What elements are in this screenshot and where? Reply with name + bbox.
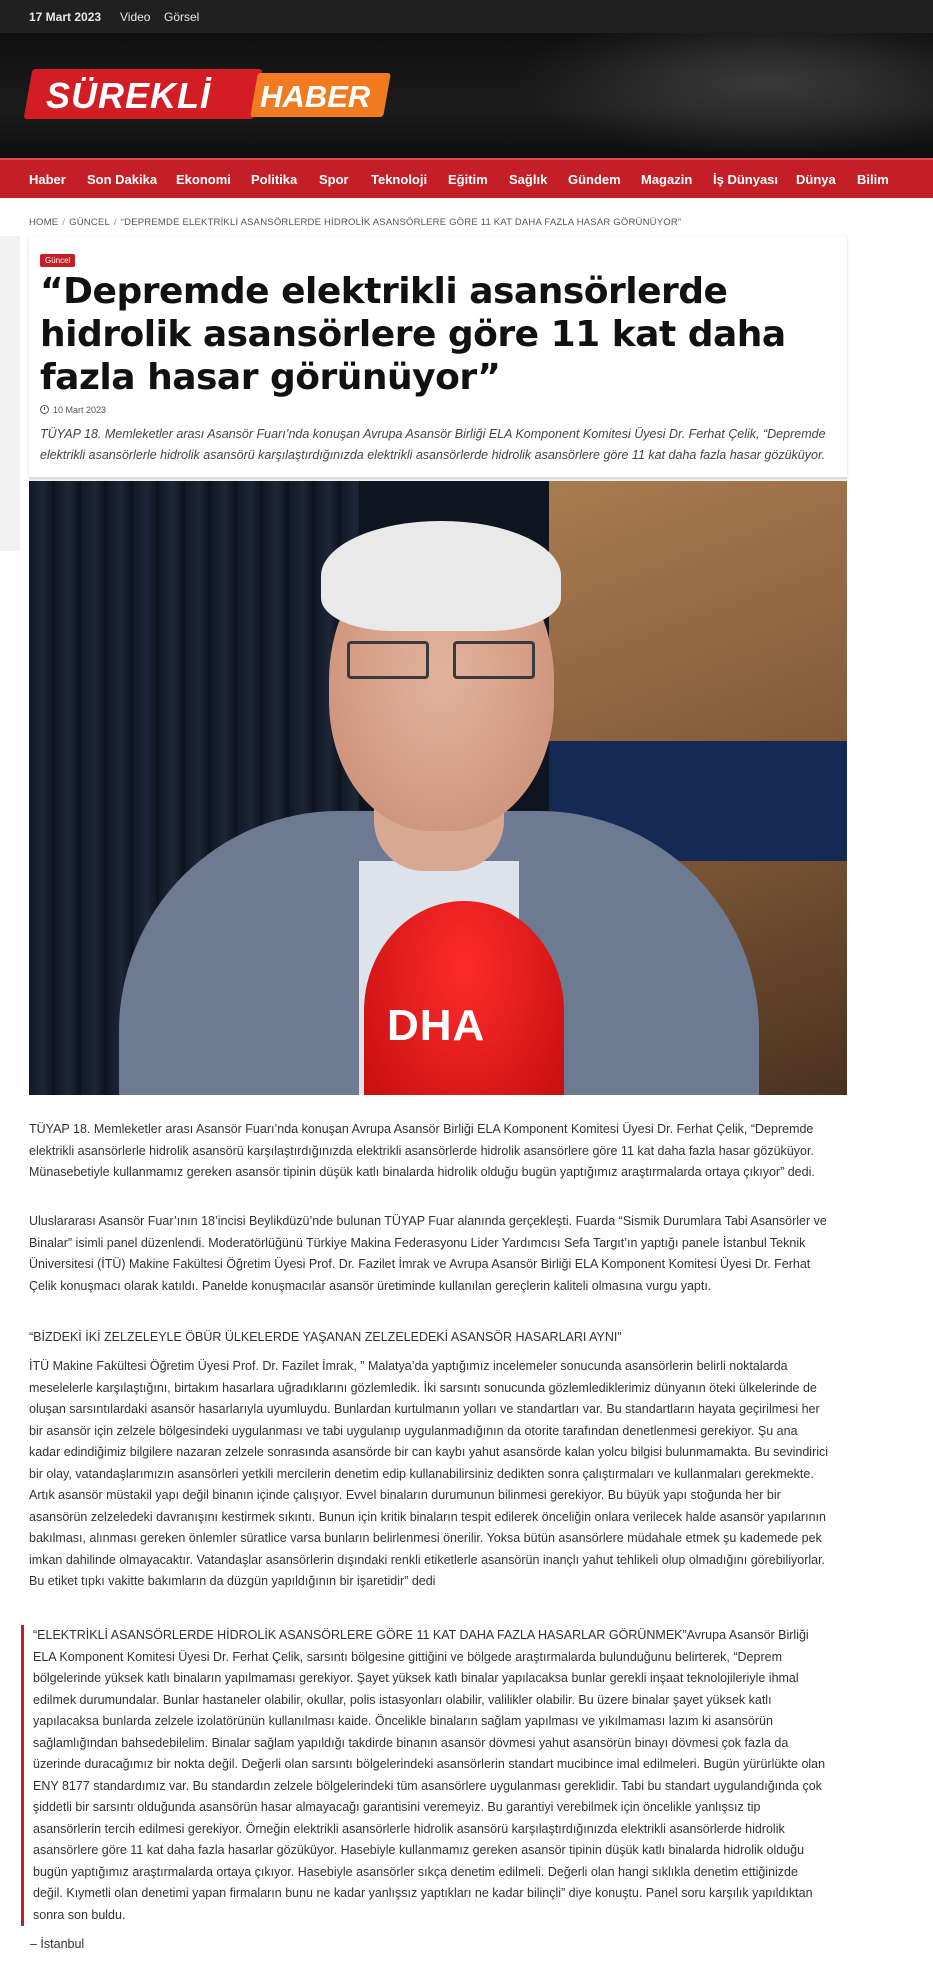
photo-glasses	[347, 641, 537, 681]
article-header-card	[29, 236, 847, 479]
current-date: 17 Mart 2023	[29, 10, 102, 24]
nav-item-gundem[interactable]: Gündem	[568, 172, 621, 187]
side-panel	[0, 236, 20, 551]
nav-item-egitim[interactable]: Eğitim	[448, 172, 488, 187]
topbar-link-gorsel[interactable]: Görsel	[164, 10, 200, 24]
breadcrumb-category[interactable]: GÜNCEL	[69, 217, 110, 228]
breadcrumb-home[interactable]: HOME	[29, 217, 59, 228]
article-date-text: 10 Mart 2023	[53, 405, 107, 415]
category-badge[interactable]: Güncel	[40, 254, 75, 267]
article-subheading: “BİZDEKİ İKİ ZELZELEYLE ÖBÜR ÜLKELERDE YAŞANAN ZELZELEDEKİ ASANSÖR HASARLARI AYNI”	[29, 1330, 622, 1344]
logo-text-surekli: SÜREKLİ	[46, 75, 212, 116]
microphone-logo: DHA	[387, 1001, 486, 1050]
article-blockquote	[21, 1625, 829, 1926]
breadcrumb-current: “DEPREMDE ELEKTRİKLİ ASANSÖRLERDE HİDROLİK ASANSÖRLERE GÖRE 11 KAT DAHA FAZLA HASAR GÖRÜNÜYOR”	[120, 217, 682, 228]
top-bar	[0, 0, 933, 33]
nav-item-haber[interactable]: Haber	[29, 172, 66, 187]
nav-item-spor[interactable]: Spor	[319, 172, 349, 187]
breadcrumb: HOME / GÜNCEL / “DEPREMDE ELEKTRİKLİ ASANSÖRLERDE HİDROLİK ASANSÖRLERE GÖRE 11 KAT DAHA FAZLA HASAR GÖRÜNÜYOR”	[29, 217, 682, 228]
blockquote-text: “ELEKTRİKLİ ASANSÖRLERDE HİDROLİK ASANSÖRLERE GÖRE 11 KAT DAHA FAZLA HASARLAR GÖRÜNMEK”Avrupa Asansör Birliği ELA Komponent Komitesi Üyesi Dr. Ferhat Çelik, sarsıntı bölgesine gittiğini ve bölgede araştırmalarda bulunduğunu belirterek, “Deprem bölgelerinde yüksek katlı binaların yapılmaması gerekiyor. Şayet yüksek katlı binalar yapılacaksa bunlar gerekli inşaat teknolojileriyle ihmal edilmek durumundalar. Bunlar hastaneler olabilir, okullar, polis istasyonları olabilir, valilikler olabilir. Bu üzere binalar şayet yüksek katlı yapılacaksa bunlarda zelzele izolatörünün kullanılması kaide. Öncelikle binaların sağlam yapılması ve yıkılmaması lazım ki asansörün sağlamlığından bahsedebilelim. Binalar sağlam yapıldığı takdirde binanın asansör dövmesi yahut asansörün binayı dövmesi çok fazla da üzerinde duracağımız bir nokta değil. Değerli olan sarsıntı bölgelerindeki asansörlerin standart mucibince imal edilmeleri. Bugün yürürlükte olan ENY 8177 standardımız var. Bu standardın zelzele bölgelerindeki tüm asansörlere uygulanması gereklidir. Tabi bu standart uygulandığında çok şiddetli bir sarsıntı olduğunda asansörün hasar almayacağı garantisini veremeyiz. Bu garantiyi verebilmek için öncelikle yanlışsız tip asansörlerin tercih edilmesi gerekiyor. Örneğin elektrikli asansörlerle hidrolik asansörü karşılaştırdığınızda elektrikli asansörlerde hidrolik asansörlere göre 11 kat daha fazla hasarlar gözüküyor. Hasebiyle kullanmamız gereken asansör tipinin düşük katlı binalarda hidrolik olduğu bugün yaptığımız araştırmalarda ortaya çıkıyor. Hasebiyle asansörler sıkça denetim edilmeli. Değerli olan hangi sıklıkla denetim ettiğinizde değil. Kıymetli olan denetimi yapan firmaların bunu ne kadar yanlışsız yaptıkları ne kadar bilinçli” diye konuştu. Panel soru karşılık yapıldıktan sonra son buldu.	[33, 1628, 826, 1922]
main-navigation	[0, 158, 933, 198]
article-title: “Depremde elektrikli asansörlerde hidrolik asansörlere göre 11 kat daha fazla hasar görünüyor”	[40, 271, 786, 398]
nav-item-magazin[interactable]: Magazin	[641, 172, 693, 187]
site-header	[0, 33, 933, 158]
article-lead: TÜYAP 18. Memleketler arası Asansör Fuarı’nda konuşan Avrupa Asansör Birliği ELA Komponent Komitesi Üyesi Dr. Ferhat Çelik, “Depremde elektrikli asansörlerle hidrolik asansörü karşılaştırdığınızda elektrikli asansörlerde hidrolik asansörlere göre 11 kat daha fazla hasar gözüküyor.	[40, 427, 826, 462]
photo-hair	[321, 521, 561, 631]
nav-item-is-dunyasi[interactable]: İş Dünyası	[713, 172, 779, 187]
clock-icon	[40, 405, 49, 414]
nav-item-son-dakika[interactable]: Son Dakika	[87, 172, 158, 187]
topbar-link-video[interactable]: Video	[120, 10, 151, 24]
nav-item-saglik[interactable]: Sağlık	[509, 172, 548, 187]
article-photo	[29, 481, 847, 1095]
article-paragraph-3: İTÜ Makine Fakültesi Öğretim Üyesi Prof. Dr. Fazilet İmrak, ” Malatya’da yaptığımız incelemeler sonucunda asansörlerin belirli noktalarda meselelerle karşılaştığını, birtakım hasarlara uğradıklarını gözlemledik. İki sarsıntı sonucunda gözlemlediklerimiz dünyanın öteki ülkelerinde de oluşan sarsıntılardaki asansör hasarlarıyla uyumluydu. Bunlardan kurtulmanın yolları ve standartları var. Bu standartların hayata geçirilmesi her bir asansör için zelzele bölgesindeki uygulanması ve tabi uygulanıp uygulanmadığının da otorite tarafından denetlenmesi gerekiyor. Şu ana kadar edindiğimiz bilgilere nazaran zelzele sonrasında asansörde bir can kaybı yahut asansörde kalan yolcu bilgisi bulunmamakta. Bu sevindirici bir olay, vatandaşlarımızın asansörleri yetkili mercilerin denetim edip kullanabilirsiniz dedikten sonra çalıştırmaları ve kullanmaları gerekmekte. Artık asansör müstakil yapı değil binanın içinde çalışıyor. Evvel binaların durumunun bilinmesi gerekiyor. Bu büyük yapı stoğunda her bir asansörün zelzeledeki davranışını kestirmek sıkıntı. Bunun için kritik binaların tespit edilerek önceliğin onlara verilecek halde asansör yapılarının bakılması, alınması gereken önlemler süratlice varsa bunların belirlenmesi önerilir. Yoksa bütün asansörlere müdahale etmek şu kademede pek imkan dahilinde olmayacaktır. Vatandaşlar asansörlerin dışındaki renkli etiketlerle asansörün inançlı yahut tehlikeli olup olmadığını görebiliyorlar. Bu etiket tıpkı vakitte bakımların da düzgün yapıldığının bir işaretidir” dedi	[29, 1359, 829, 1588]
nav-item-ekonomi[interactable]: Ekonomi	[176, 172, 231, 187]
nav-item-dunya[interactable]: Dünya	[796, 172, 836, 187]
article-paragraph-1: TÜYAP 18. Memleketler arası Asansör Fuarı’nda konuşan Avrupa Asansör Birliği ELA Komponent Komitesi Üyesi Dr. Ferhat Çelik, “Depremde elektrikli asansörlerle hidrolik asansörü karşılaştırdığınızda elektrikli asansörlerde hidrolik asansörlere göre 11 kat daha fazla hasar gözüküyor. Münasebetiyle kullanmamız gereken asansör tipinin düşük katlı binalarda hidrolik olduğu bugün yaptığımız araştırmalarda ortaya çıkıyor” dedi.	[29, 1122, 815, 1179]
nav-item-politika[interactable]: Politika	[251, 172, 298, 187]
article-date	[40, 405, 106, 415]
site-logo[interactable]	[28, 69, 388, 119]
logo-text-haber: HABER	[260, 79, 371, 114]
nav-item-bilim[interactable]: Bilim	[857, 172, 889, 187]
header-background	[513, 33, 933, 158]
article-paragraph-2: Uluslararası Asansör Fuar’ının 18’incisi Beylikdüzü’nde bulunan TÜYAP Fuar alanında gerçekleşti. Fuarda “Sismik Durumlara Tabi Asansörler ve Binalar” isimli panel düzenlendi. Moderatörlüğünü Türkiye Makina Federasyonu Lider Yardımcısı Sefa Targıt’ın yaptığı panele İstanbul Teknik Üniversitesi (İTÜ) Makine Fakültesi Öğretim Üyesi Prof. Dr. Fazilet İmrak ve Avrupa Asansör Birliği ELA Komponent Komitesi Üyesi Dr. Ferhat Çelik konuşmacı olarak katıldı. Panelde konuşmacılar asansör üretiminde kullanılan gereçlerin kaliteli olmasına vurgu yaptı.	[29, 1214, 827, 1293]
nav-item-teknoloji[interactable]: Teknoloji	[371, 172, 428, 187]
article-location: – İstanbul	[30, 1937, 85, 1951]
